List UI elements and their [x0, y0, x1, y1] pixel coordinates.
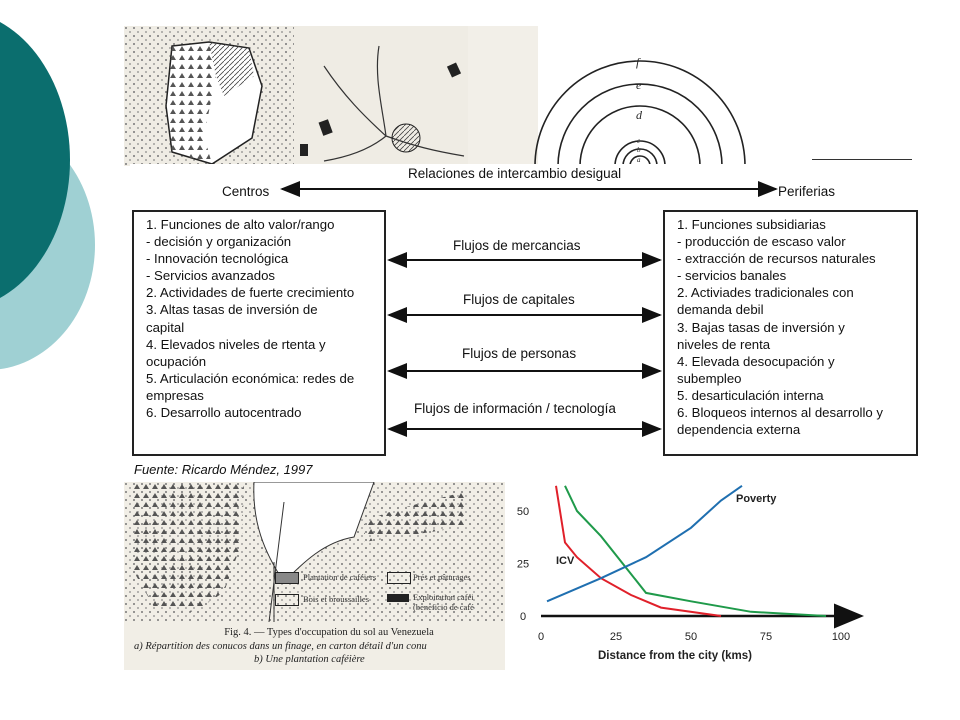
periferias-item: subempleo — [677, 370, 742, 386]
centros-item: 5. Articulación económica: redes de — [146, 370, 355, 386]
series-line-series1 — [565, 486, 826, 616]
centros-item: 1. Funciones de alto valor/rango — [146, 217, 335, 232]
centros-item: ocupación — [146, 353, 207, 369]
centros-item: empresas — [146, 387, 204, 403]
flow-label-informacion: Flujos de información / tecnología — [414, 401, 616, 416]
periferias-item: 5. desarticulación interna — [677, 387, 824, 403]
centros-item: 2. Actividades de fuerte crecimiento — [146, 285, 355, 301]
periferias-item: - producción de escaso valor — [677, 234, 846, 250]
centros-item: - Innovación tecnológica — [146, 251, 289, 267]
periferias-item: - servicios banales — [677, 268, 787, 284]
periferias-item: 2. Activiades tradicionales con — [677, 285, 854, 301]
y-tick-label: 0 — [519, 611, 527, 623]
x-tick-label: 50 — [684, 631, 698, 643]
diagram-title: Relaciones de intercambio desigual — [408, 166, 622, 181]
ring-label-d: d — [636, 108, 642, 122]
decor-line — [812, 159, 912, 160]
ring-label-b: b — [637, 146, 641, 154]
caption-line-2: a) Répartition des conucos dans un finage, en carton détail d'un conu — [134, 640, 427, 652]
ring-label-c: c — [637, 137, 641, 145]
periferias-box — [663, 210, 918, 456]
centros-item: 6. Desarrollo autocentrado — [146, 405, 302, 421]
flow-label-personas: Flujos de personas — [462, 346, 577, 361]
source-citation: Fuente: Ricardo Méndez, 1997 — [134, 462, 313, 477]
caption-line-3: b) Une plantation caféière — [254, 654, 365, 665]
series-label-poverty: Poverty — [736, 493, 777, 505]
concentric-diagram — [525, 26, 765, 166]
periferias-item: niveles de renta — [677, 336, 771, 352]
series-line-icv — [556, 486, 721, 616]
x-tick-label: 100 — [831, 631, 851, 643]
x-axis-label: Distance from the city (kms) — [597, 650, 753, 662]
legend-bois: Bois et broussailles — [303, 594, 370, 604]
ring-label-f: f — [636, 55, 640, 69]
flow-label-capitales: Flujos de capitales — [463, 292, 575, 307]
x-tick-label: 75 — [759, 631, 773, 643]
periferias-label: Periferias — [778, 184, 836, 199]
map-legend — [275, 572, 505, 622]
chart-svg — [505, 482, 885, 672]
legend-pres: Prés et pâturages — [413, 572, 471, 582]
periferias-item: 4. Elevada desocupación y — [677, 353, 835, 369]
map-scan-top — [124, 26, 468, 166]
centros-item: 4. Elevados niveles de rtenta y — [146, 336, 326, 352]
centros-item: - decisión y organización — [146, 234, 292, 250]
y-tick-label: 50 — [516, 506, 530, 518]
caption-line-1: Fig. 4. — Types d'occupation du sol au Venezuela — [224, 627, 434, 638]
flow-label-mercancias: Flujos de mercancias — [453, 238, 581, 253]
legend-exploitation: Exploitation caféi (beneficio de café — [413, 592, 474, 612]
ring-label-a: a — [637, 156, 641, 164]
legend-plantation: Plantation de caféiers — [303, 572, 377, 582]
centros-box — [132, 210, 386, 456]
centros-item: - Servicios avanzados — [146, 268, 276, 284]
map-caption — [134, 626, 524, 667]
periferias-item: demanda debil — [677, 302, 764, 318]
periferias-item: dependencia externa — [677, 422, 801, 438]
series-line-poverty — [547, 486, 742, 602]
y-tick-label: 25 — [516, 558, 530, 571]
unequal-exchange-diagram — [130, 164, 920, 482]
centros-item: 3. Altas tasas de inversión de — [146, 302, 318, 318]
distance-chart — [505, 482, 885, 672]
periferias-item: 6. Bloqueos internos al desarrollo y — [677, 405, 883, 421]
periferias-item: 1. Funciones subsidiarias — [677, 217, 826, 232]
periferias-item: - extracción de recursos naturales — [677, 251, 876, 267]
periferias-item: 3. Bajas tasas de inversión y — [677, 319, 845, 335]
x-tick-label: 0 — [537, 631, 545, 643]
x-tick-label: 25 — [609, 631, 623, 643]
ring-label-e: e — [636, 78, 642, 92]
centros-item: capital — [146, 319, 185, 335]
series-label-icv: ICV — [556, 555, 575, 567]
centros-label: Centros — [222, 184, 270, 199]
